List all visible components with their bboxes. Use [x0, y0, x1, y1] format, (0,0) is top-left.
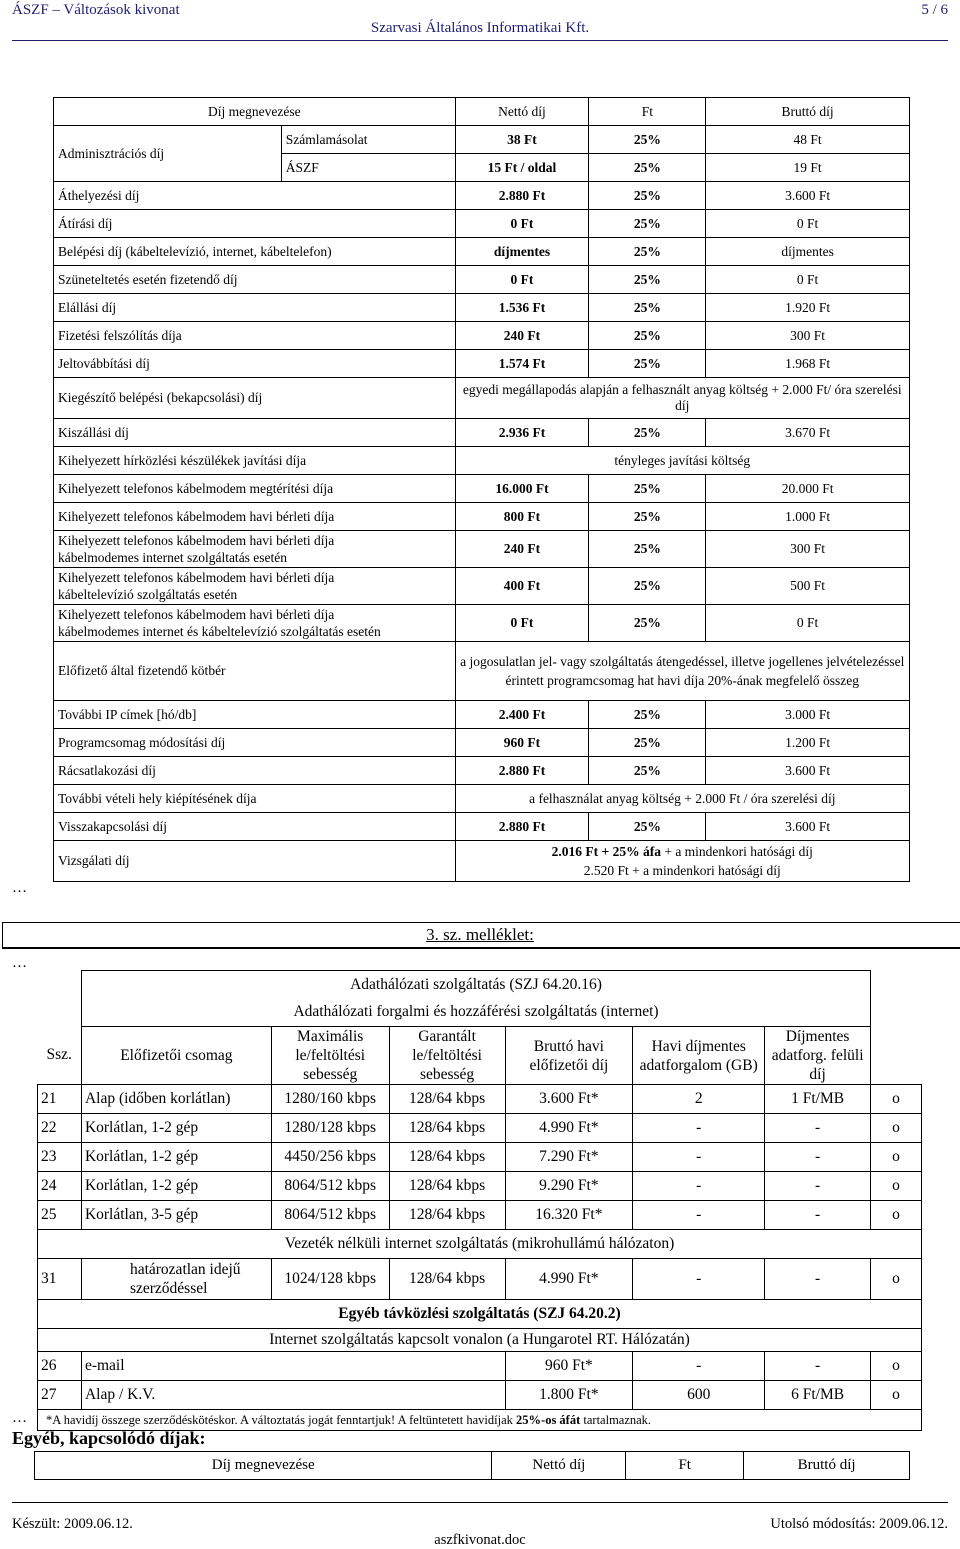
- table-row: Áthelyezési díj 2.880 Ft 25% 3.600 Ft: [54, 182, 910, 210]
- table-row: Vizsgálati díj 2.016 Ft + 25% áfa + a mindenkori hatósági díj 2.520 Ft + a mindenkori hatósági díj: [54, 841, 910, 882]
- table-row: További IP címek [hó/db] 2.400 Ft 25% 3.000 Ft: [54, 701, 910, 729]
- header-divider: [12, 40, 948, 41]
- ellipsis-1: …: [12, 880, 27, 896]
- table-row: További vételi hely kiépítésének díja a felhasználat anyag költség + 2.000 Ft / óra szerelési díj: [54, 785, 910, 813]
- file-name: aszfkivonat.doc: [434, 1532, 526, 1548]
- table-row: 31 határozatlan idejű szerződéssel 1024/128 kbps 128/64 kbps 4.990 Ft* - - o: [38, 1259, 922, 1300]
- table-row: Programcsomag módosítási díj 960 Ft 25% 1.200 Ft: [54, 729, 910, 757]
- table-row: 25 Korlátlan, 3-5 gép 8064/512 kbps 128/64 kbps 16.320 Ft* - - o: [38, 1201, 922, 1230]
- ellipsis-3: …: [12, 1410, 27, 1426]
- wireless-title: Vezeték nélküli internet szolgáltatás (mikrohullámú hálózaton): [38, 1230, 922, 1259]
- table-row: Átírási díj 0 Ft 25% 0 Ft: [54, 210, 910, 238]
- table-row: Kihelyezett telefonos kábelmodem megtérítési díja 16.000 Ft 25% 20.000 Ft: [54, 475, 910, 503]
- fee-table: [53, 97, 910, 882]
- table-row: Fizetési felszólítás díja 240 Ft 25% 300 Ft: [54, 322, 910, 350]
- table-row: Kihelyezett telefonos kábelmodem havi bérleti díja kábelmodemes internet és kábeltelevízió szolgáltatás esetén 0 Ft 25% 0 Ft: [54, 605, 910, 642]
- ellipsis-2: …: [12, 955, 27, 971]
- doc-title: ÁSZF – Változások kivonat: [12, 2, 180, 18]
- table-row: ÁSZF 15 Ft / oldal 25% 19 Ft: [54, 154, 910, 182]
- table-row: Kiszállási díj 2.936 Ft 25% 3.670 Ft: [54, 419, 910, 447]
- table-row: Kihelyezett telefonos kábelmodem havi bérleti díja 800 Ft 25% 1.000 Ft: [54, 503, 910, 531]
- annex-title: 3. sz. melléklet:: [426, 925, 534, 944]
- table-row: 22 Korlátlan, 1-2 gép 1280/128 kbps 128/64 kbps 4.990 Ft* - - o: [38, 1114, 922, 1143]
- table-row: 23 Korlátlan, 1-2 gép 4450/256 kbps 128/64 kbps 7.290 Ft* - - o: [38, 1143, 922, 1172]
- other-fees-header-row: Díj megnevezése Nettó díj Ft Bruttó díj: [35, 1452, 910, 1480]
- table-row: 24 Korlátlan, 1-2 gép 8064/512 kbps 128/64 kbps 9.290 Ft* - - o: [38, 1172, 922, 1201]
- table-row: Elállási díj 1.536 Ft 25% 1.920 Ft: [54, 294, 910, 322]
- page-number: 5 / 6: [921, 2, 948, 18]
- table-row: Kiegészítő belépési (bekapcsolási) díj egyedi megállapodás alapján a felhasznált anyag költség + 2.000 Ft/ óra szerelési díj: [54, 378, 910, 419]
- pkg-header-row: Ssz. Előfizetői csomag Maximális le/feltöltési sebesség Garantált le/feltöltési sebesség Bruttó havi előfizetői díj Havi díjmentes adatforgalom (GB) Díjmentes adatforg. felüli díj: [38, 1027, 922, 1085]
- other-fees-table: [34, 1451, 910, 1480]
- table-row: Jeltovábbítási díj 1.574 Ft 25% 1.968 Ft: [54, 350, 910, 378]
- table-row: Visszakapcsolási díj 2.880 Ft 25% 3.600 Ft: [54, 813, 910, 841]
- table-row: 26 e-mail 960 Ft* - - o: [38, 1352, 922, 1381]
- created-date: Készült: 2009.06.12.: [12, 1516, 133, 1532]
- table-row: Szüneteltetés esetén fizetendő díj 0 Ft 25% 0 Ft: [54, 266, 910, 294]
- modified-date: Utolsó módosítás: 2009.06.12.: [770, 1516, 948, 1532]
- table-row: Kihelyezett telefonos kábelmodem havi bérleti díja kábeltelevízió szolgáltatás esetén 400 Ft 25% 500 Ft: [54, 568, 910, 605]
- other-service-title: Egyéb távközlési szolgáltatás (SZJ 64.20.2): [38, 1300, 922, 1329]
- footnote: *A havidíj összege szerződéskötéskor. A változtatás jogát fenntartjuk! A feltüntetett havidíjak 25%-os áfát tartalmaznak.: [38, 1410, 922, 1431]
- page-header: [12, 2, 948, 42]
- package-table: [37, 970, 922, 1431]
- table-row: Rácsatlakozási díj 2.880 Ft 25% 3.600 Ft: [54, 757, 910, 785]
- table-row: Belépési díj (kábeltelevízió, internet, kábeltelefon) díjmentes 25% díjmentes: [54, 238, 910, 266]
- table-row: Kihelyezett telefonos kábelmodem havi bérleti díja kábelmodemes internet szolgáltatás esetén 240 Ft 25% 300 Ft: [54, 531, 910, 568]
- pkg-title-1: Adathálózati szolgáltatás (SZJ 64.20.16): [81, 971, 870, 999]
- table-row: Adminisztrációs díj Számlamásolat 38 Ft 25% 48 Ft: [54, 126, 910, 154]
- footer-divider: [12, 1502, 948, 1503]
- table-row: 27 Alap / K.V. 1.800 Ft* 600 6 Ft/MB o: [38, 1381, 922, 1410]
- company-name: Szarvasi Általános Informatikai Kft.: [370, 20, 590, 36]
- fee-header-row: Díj megnevezése Nettó díj Ft Bruttó díj: [54, 98, 910, 126]
- hungarotel-title: Internet szolgáltatás kapcsolt vonalon (a Hungarotel RT. Hálózatán): [38, 1329, 922, 1352]
- table-row: 21 Alap (időben korlátlan) 1280/160 kbps 128/64 kbps 3.600 Ft* 2 1 Ft/MB o: [38, 1085, 922, 1114]
- pkg-title-2: Adathálózati forgalmi és hozzáférési szolgáltatás (internet): [81, 999, 870, 1027]
- other-fees-title: Egyéb, kapcsolódó díjak:: [12, 1428, 206, 1448]
- table-row: Előfizető által fizetendő kötbér a jogosulatlan jel- vagy szolgáltatás átengedéssel, illetve jogellenes jelvételezéssel érintett programcsomag hat havi díja 20%-ának megfelelő összeg: [54, 642, 910, 701]
- table-row: Kihelyezett hírközlési készülékek javítási díja tényleges javítási költség: [54, 447, 910, 475]
